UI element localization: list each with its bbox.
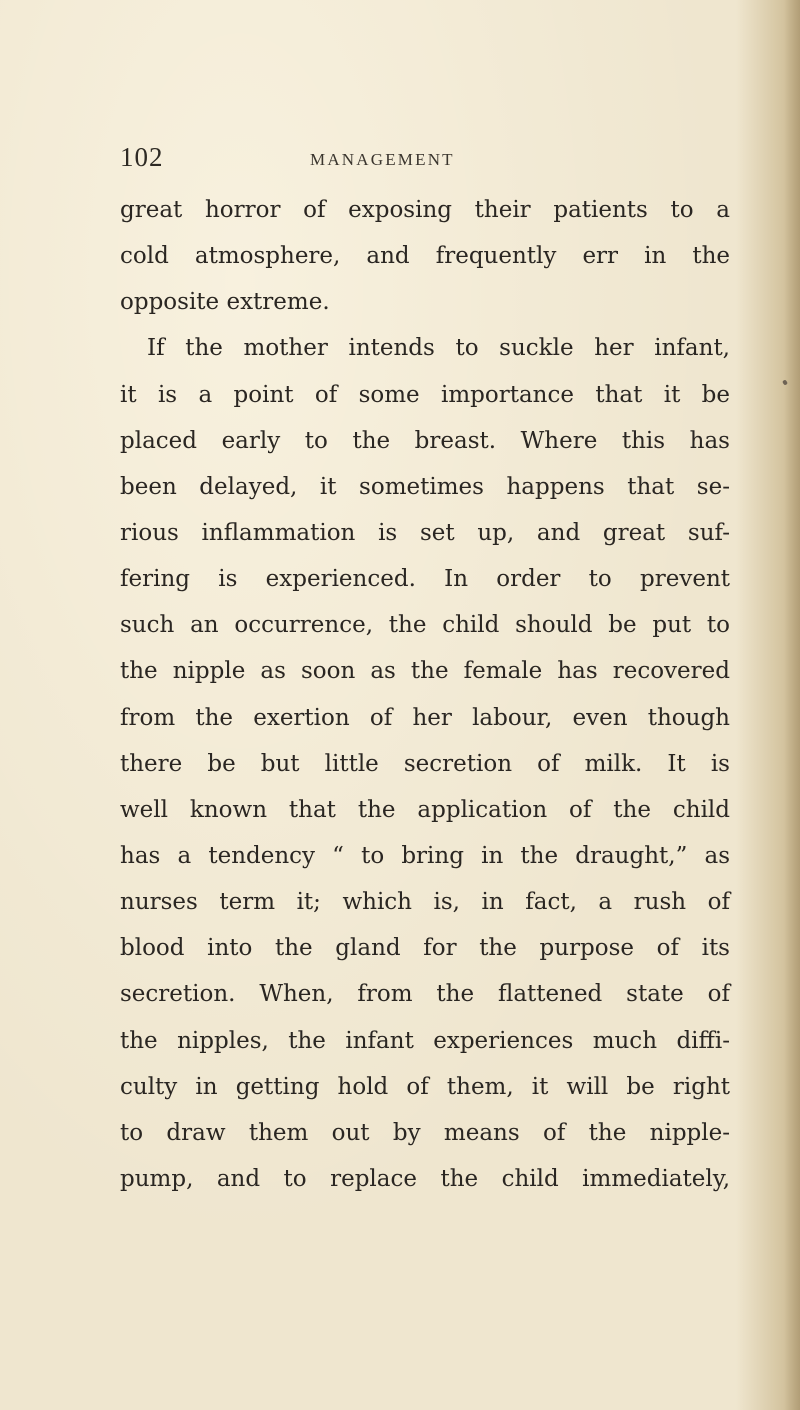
text-line: the nipple as soon as the female has recovered — [120, 658, 730, 685]
text-line: to draw them out by means of the nipple- — [120, 1119, 730, 1146]
page-header — [120, 142, 740, 178]
text-line: secretion. When, from the flattened state of — [120, 981, 730, 1008]
text-line: there be but little secretion of milk. It is — [120, 750, 730, 777]
text-line: If the mother intends to suckle her infant, — [147, 335, 730, 362]
text-line: nurses term it; which is, in fact, a rush of — [120, 889, 730, 916]
text-line: such an occurrence, the child should be put to — [120, 612, 730, 639]
page-edge-shadow — [784, 0, 800, 1410]
text-line: culty in getting hold of them, it will be right — [120, 1073, 730, 1100]
text-line: it is a point of some importance that it be — [120, 381, 730, 408]
text-line: has a tendency “ to bring in the draught,” as — [120, 842, 730, 869]
text-line: well known that the application of the child — [120, 796, 730, 823]
text-line: fering is experienced. In order to prevent — [120, 566, 730, 593]
body-text — [120, 187, 730, 1202]
text-line: from the exertion of her labour, even though — [120, 704, 730, 731]
text-line: been delayed, it sometimes happens that se- — [120, 473, 730, 500]
running-head: MANAGEMENT — [310, 150, 455, 169]
text-line: opposite extreme. — [120, 289, 330, 316]
text-line: pump, and to replace the child immediately, — [120, 1165, 730, 1192]
text-line: great horror of exposing their patients to a — [120, 197, 730, 223]
text-line: placed early to the breast. Where this has — [120, 427, 730, 454]
text-line: blood into the gland for the purpose of its — [120, 935, 730, 962]
text-line: cold atmosphere, and frequently err in the — [120, 243, 730, 270]
page-number: 102 — [120, 142, 164, 172]
text-line: rious inflammation is set up, and great suf- — [120, 519, 730, 546]
text-line: the nipples, the infant experiences much diffi- — [120, 1027, 730, 1054]
